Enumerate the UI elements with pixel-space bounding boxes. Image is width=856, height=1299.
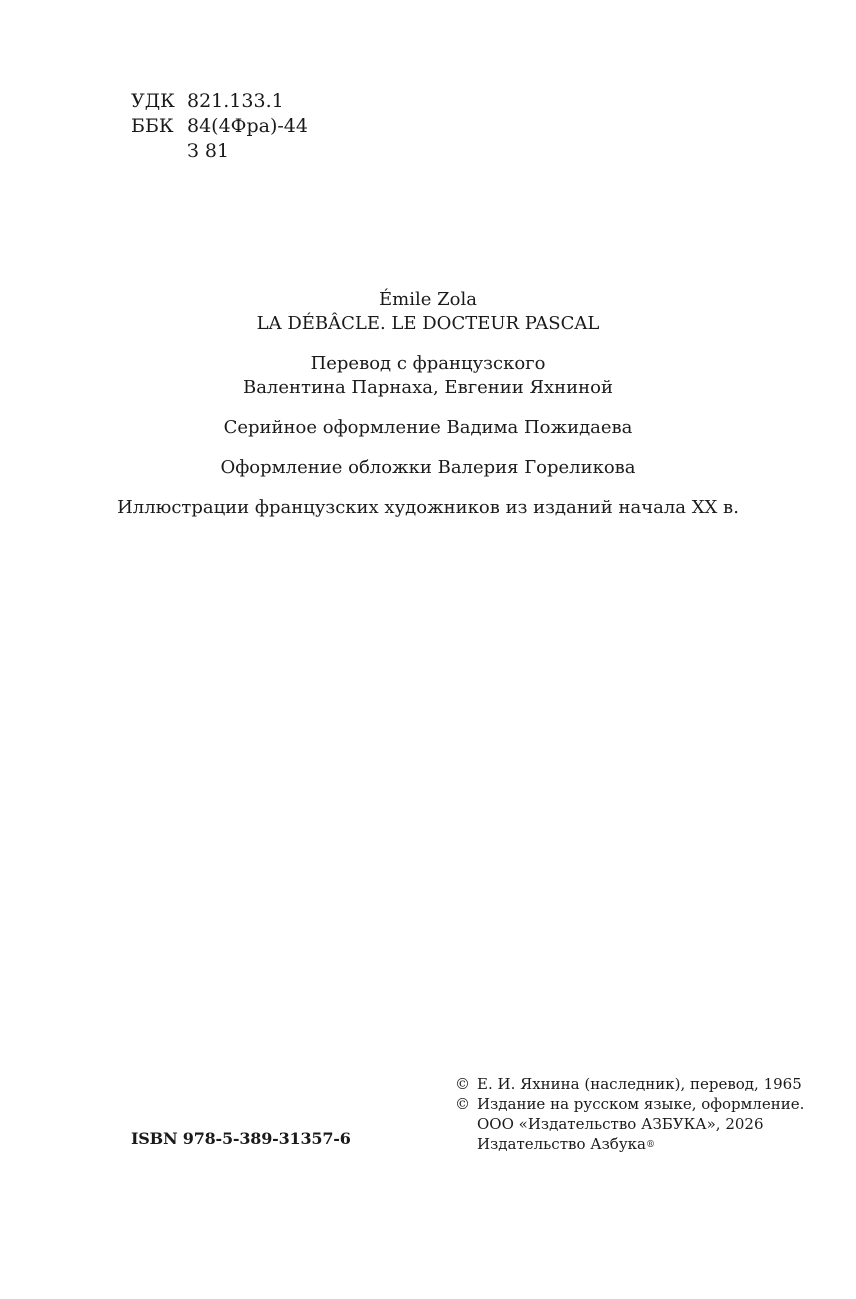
series-design-block bbox=[0, 416, 856, 440]
copyright-row-2 bbox=[455, 1094, 804, 1114]
original-title-block bbox=[0, 288, 856, 336]
copyright-line-1: Е. И. Яхнина (наследник), перевод, 1965 bbox=[477, 1075, 802, 1093]
translation-block bbox=[0, 352, 856, 400]
udk-value: 821.133.1 bbox=[187, 90, 284, 112]
illustrations-credit: Иллюстрации французских художников из изданий начала XX в. bbox=[117, 497, 739, 518]
copyright-row-3 bbox=[455, 1114, 804, 1134]
copyright-row-4 bbox=[455, 1134, 804, 1154]
translation-line-1: Перевод с французского bbox=[310, 353, 546, 374]
copyright-line-2: Издание на русском языке, оформление. bbox=[477, 1095, 805, 1113]
cover-design: Оформление обложки Валерия Гореликова bbox=[220, 457, 636, 478]
bbk-label: ББК bbox=[131, 115, 174, 137]
credits-block bbox=[0, 288, 856, 536]
original-title: LA DÉBÂCLE. LE DOCTEUR PASCAL bbox=[256, 313, 600, 334]
classification-block bbox=[131, 89, 308, 164]
udk-row bbox=[131, 89, 308, 114]
copyright-sign: © bbox=[455, 1095, 470, 1113]
registered-mark: ® bbox=[645, 1140, 655, 1150]
bbk-row bbox=[131, 114, 308, 139]
author-mark: З 81 bbox=[187, 140, 230, 162]
illustrations-block bbox=[0, 496, 856, 520]
copyright-block bbox=[455, 1074, 804, 1154]
translation-line-2: Валентина Парнаха, Евгении Яхниной bbox=[242, 377, 614, 398]
copyright-line-3: ООО «Издательство АЗБУКА», 2026 bbox=[477, 1115, 764, 1133]
udk-label: УДК bbox=[131, 90, 175, 112]
author-mark-row bbox=[131, 139, 308, 164]
copyright-row-1 bbox=[455, 1074, 804, 1094]
original-author: Émile Zola bbox=[379, 289, 477, 310]
bbk-value: 84(4Фра)-44 bbox=[187, 115, 308, 137]
publisher-name: Издательство Азбука bbox=[477, 1135, 646, 1153]
publisher-trademark bbox=[477, 1134, 655, 1154]
isbn: ISBN 978-5-389-31357-6 bbox=[131, 1129, 351, 1148]
series-design: Серийное оформление Вадима Пожидаева bbox=[223, 417, 633, 438]
copyright-sign: © bbox=[455, 1075, 470, 1093]
cover-design-block bbox=[0, 456, 856, 480]
